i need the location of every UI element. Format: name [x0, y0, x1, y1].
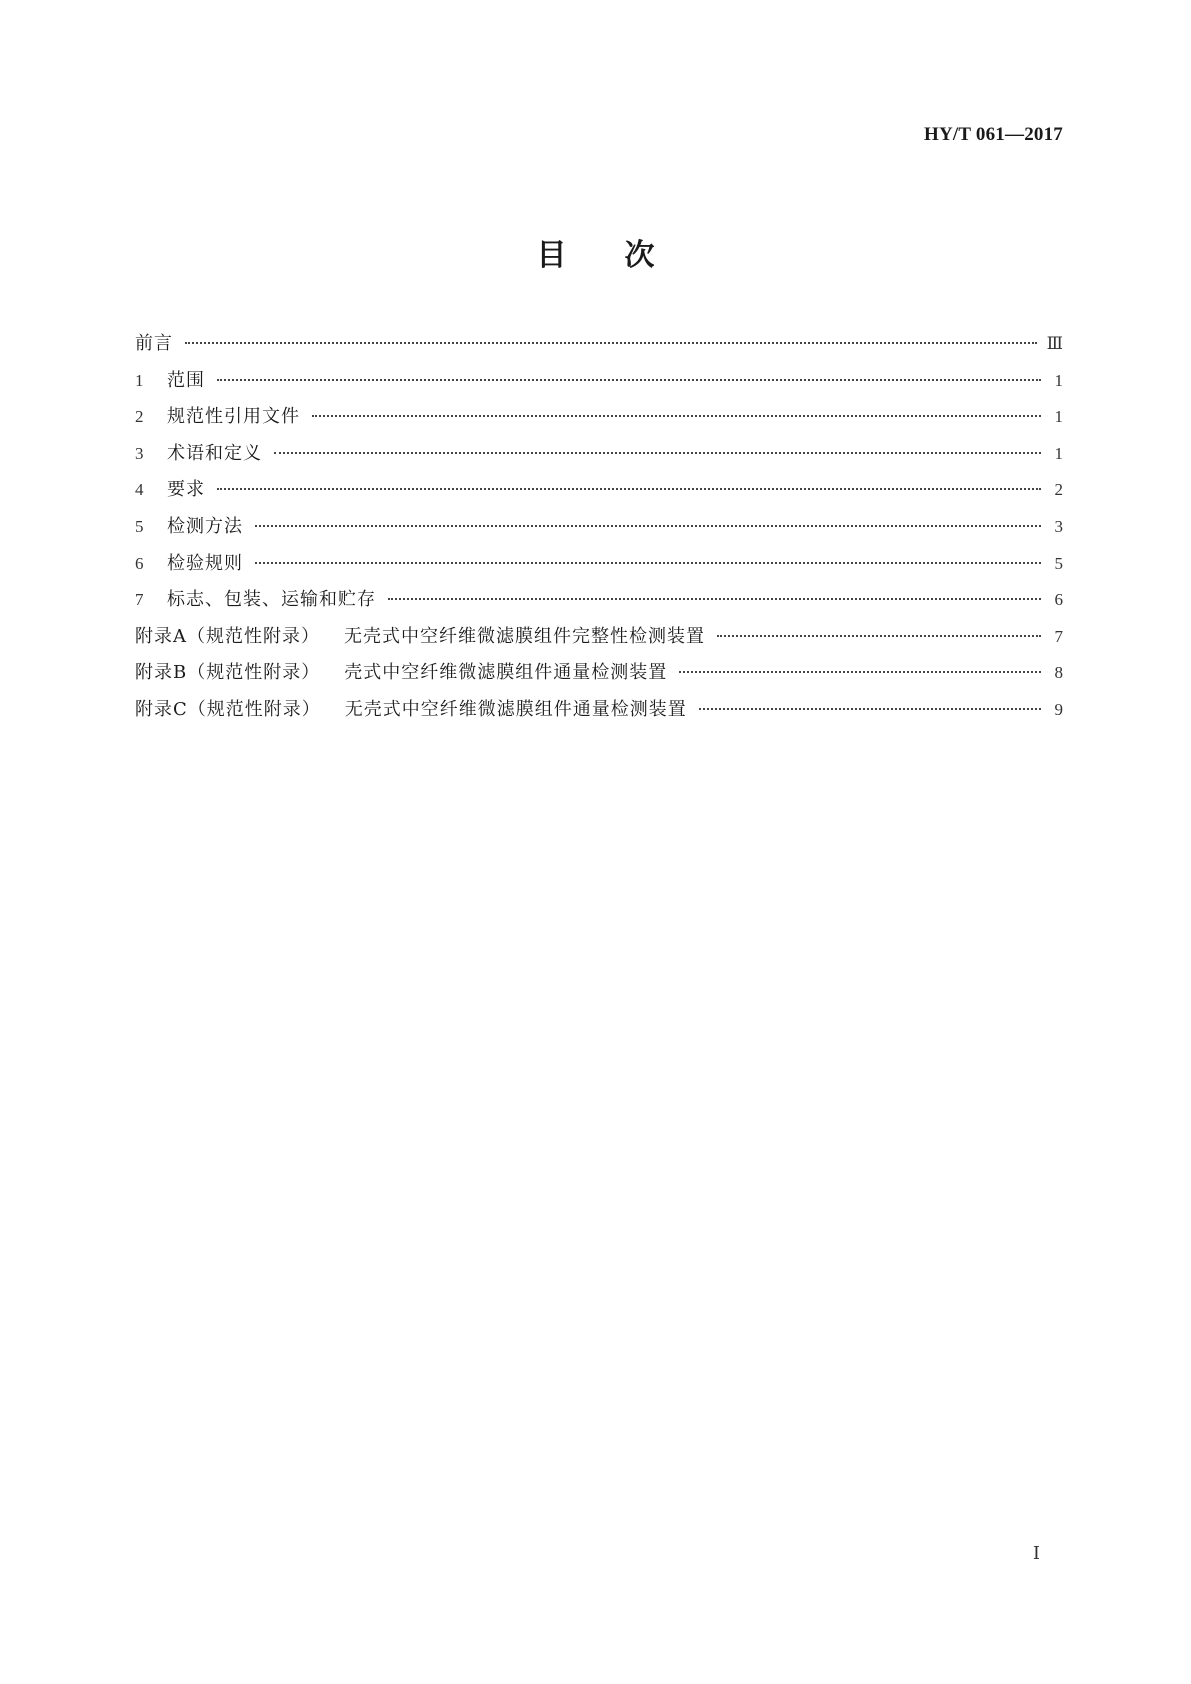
toc-entry-page: 1: [1054, 407, 1063, 427]
toc-entry-page: 2: [1054, 480, 1063, 500]
toc-entry-appendix-prefix: 附录B（规范性附录）: [135, 662, 321, 684]
toc-entry-label: 标志、包装、运输和贮存: [167, 589, 376, 611]
toc-entry-label: 术语和定义: [167, 442, 262, 464]
toc-entry-label: 检测方法: [167, 515, 243, 537]
toc-entry-number: 4: [135, 480, 144, 500]
toc-leader-dots: [679, 671, 1041, 673]
toc-entry-label: 壳式中空纤维微滤膜组件通量检测装置: [344, 662, 668, 684]
toc-entry-page: 1: [1054, 370, 1063, 390]
toc-entry-appendix-b[interactable]: [135, 655, 1063, 692]
toc-entry-page: 7: [1054, 626, 1063, 646]
toc-entry-label: 要求: [167, 479, 205, 501]
toc-entry-label: 无壳式中空纤维微滤膜组件完整性检测装置: [344, 625, 705, 647]
toc-entry-7[interactable]: [135, 582, 1063, 619]
toc-entry-appendix-c[interactable]: [135, 692, 1063, 729]
toc-entry-number: 6: [135, 553, 144, 573]
toc-leader-dots: [312, 415, 1041, 417]
toc-entry-number: 5: [135, 516, 144, 536]
toc-leader-dots: [388, 598, 1041, 600]
toc-entry-page: 3: [1054, 516, 1063, 536]
toc-entry-5[interactable]: [135, 509, 1063, 546]
toc-entry-page: 5: [1054, 553, 1063, 573]
toc-leader-dots: [274, 452, 1041, 454]
toc-leader-dots: [699, 708, 1041, 710]
toc-leader-dots: [217, 488, 1041, 490]
toc-leader-dots: [255, 525, 1041, 527]
toc-entry-page: 8: [1054, 663, 1063, 683]
toc-entry-label: 范围: [167, 369, 205, 391]
toc-entry-number: 3: [135, 443, 144, 463]
toc-entry-label: 检验规则: [167, 552, 243, 574]
toc-leader-dots: [717, 635, 1041, 637]
toc-entry-label: 前言: [135, 333, 173, 354]
toc-entry-1[interactable]: [135, 363, 1063, 400]
toc-entry-label: 规范性引用文件: [167, 406, 300, 428]
toc-entry-page: Ⅲ: [1046, 334, 1063, 353]
toc-entry-page: 6: [1054, 590, 1063, 610]
toc-entry-2[interactable]: [135, 399, 1063, 436]
toc-entry-appendix-prefix: 附录A（规范性附录）: [135, 625, 320, 647]
toc-entry-appendix-prefix: 附录C（规范性附录）: [135, 698, 321, 720]
toc-entry-page: 1: [1054, 443, 1063, 463]
toc-entry-6[interactable]: [135, 546, 1063, 583]
toc-entry-4[interactable]: [135, 472, 1063, 509]
toc-entry-number: 1: [135, 370, 144, 390]
toc-entry-3[interactable]: [135, 436, 1063, 473]
table-of-contents: [135, 326, 1063, 729]
toc-leader-dots: [185, 342, 1037, 344]
toc-entry-label: 无壳式中空纤维微滤膜组件通量检测装置: [344, 698, 687, 720]
toc-entry-number: 2: [135, 407, 144, 427]
toc-leader-dots: [217, 379, 1041, 381]
page-title: 目次: [536, 238, 713, 273]
toc-entry-number: 7: [135, 590, 144, 610]
toc-leader-dots: [255, 562, 1041, 564]
toc-entry-page: 9: [1054, 699, 1063, 719]
page-number: Ⅰ: [1032, 1543, 1040, 1563]
document-code: HY/T 061—2017: [924, 124, 1063, 145]
toc-entry-appendix-a[interactable]: [135, 619, 1063, 656]
toc-entry-foreword[interactable]: [135, 326, 1063, 363]
